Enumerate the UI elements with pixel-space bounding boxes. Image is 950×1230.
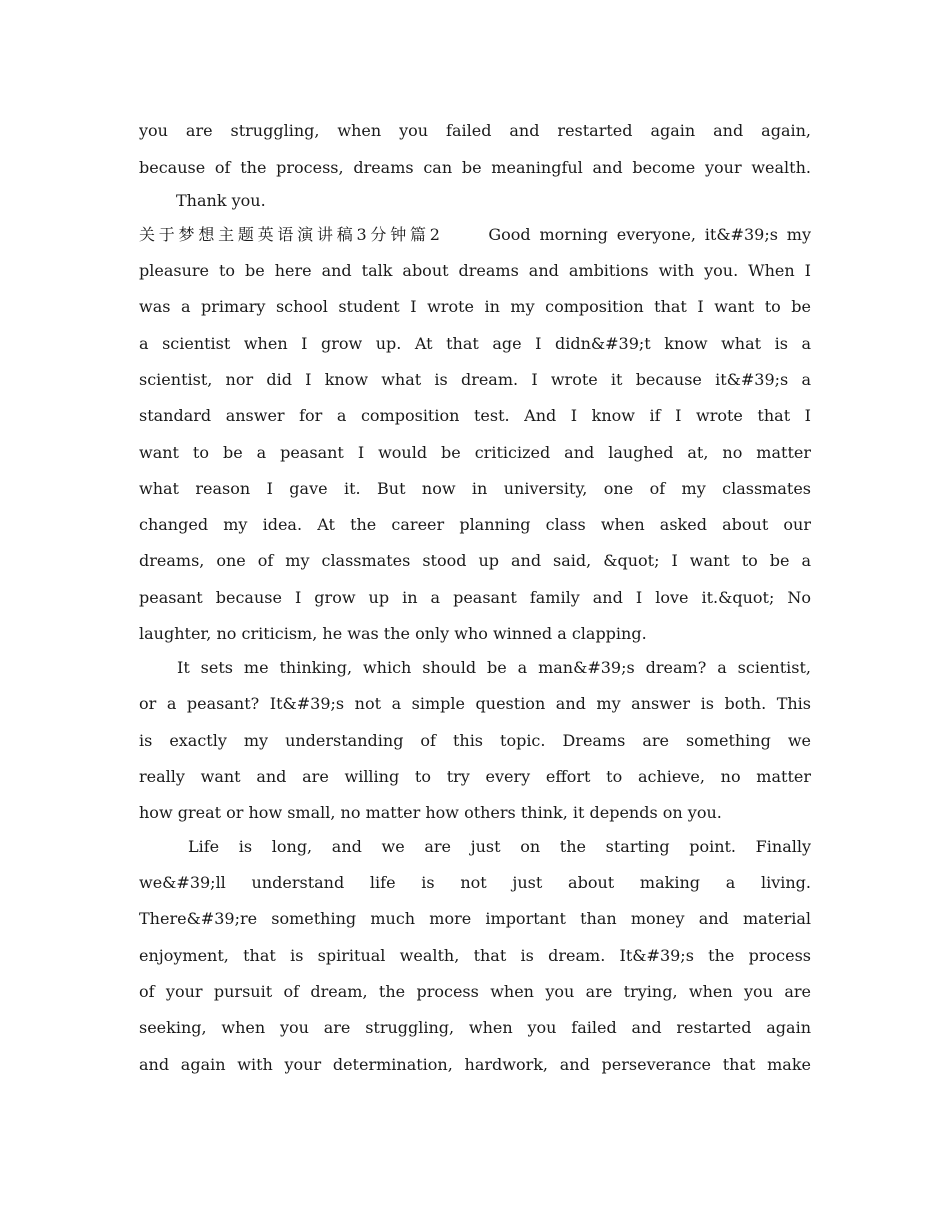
body-text-line: you are struggling, when you failed and restarted again and again, [139, 121, 811, 140]
body-text-line: dreams, one of my classmates stood up and said, &quot; I want to be a [139, 551, 811, 570]
body-text-line: we&#39;ll understand life is not just about making a living. [139, 873, 811, 892]
body-text-line: scientist, nor did I know what is dream. I wrote it because it&#39;s a [139, 370, 811, 389]
closing-line: Thank you. [176, 191, 266, 210]
body-text-line: was a primary school student I wrote in my composition that I want to be [139, 297, 811, 316]
body-text-line: of your pursuit of dream, the process when you are trying, when you are [139, 982, 811, 1001]
body-text-line: changed my idea. At the career planning class when asked about our [139, 515, 811, 534]
body-text-line: seeking, when you are struggling, when you failed and restarted again [139, 1018, 811, 1037]
paragraph-first-line: Life is long, and we are just on the starting point. Finally [188, 837, 811, 856]
body-text-line: want to be a peasant I would be criticized and laughed at, no matter [139, 443, 811, 462]
body-text-line: really want and are willing to try every effort to achieve, no matter [139, 767, 811, 786]
body-text-line: pleasure to be here and talk about dreams and ambitions with you. When I [139, 261, 811, 280]
paragraph-first-line: It sets me thinking, which should be a man&#39;s dream? a scientist, [177, 658, 811, 677]
body-text-line: laughter, no criticism, he was the only who winned a clapping. [139, 624, 647, 643]
body-text-line: standard answer for a composition test. And I know if I wrote that I [139, 406, 811, 425]
body-text-line: peasant because I grow up in a peasant family and I love it.&quot; No [139, 588, 811, 607]
body-text-line: what reason I gave it. But now in university, one of my classmates [139, 479, 811, 498]
body-text-line: because of the process, dreams can be meaningful and become your wealth. [139, 158, 811, 177]
body-text-line: enjoyment, that is spiritual wealth, that is dream. It&#39;s the process [139, 946, 811, 965]
body-text-line: or a peasant? It&#39;s not a simple question and my answer is both. This [139, 694, 811, 713]
body-text-line: a scientist when I grow up. At that age I didn&#39;t know what is a [139, 334, 811, 353]
body-text-line: and again with your determination, hardwork, and perseverance that make [139, 1055, 811, 1074]
body-text-line: how great or how small, no matter how others think, it depends on you. [139, 803, 722, 822]
body-text-line: There&#39;re something much more important than money and material [139, 909, 811, 928]
section-heading-line: 关于梦想主题英语演讲稿3分钟篇2 Good morning everyone, it&#39;s my [139, 225, 811, 244]
body-text-line: is exactly my understanding of this topic. Dreams are something we [139, 731, 811, 750]
